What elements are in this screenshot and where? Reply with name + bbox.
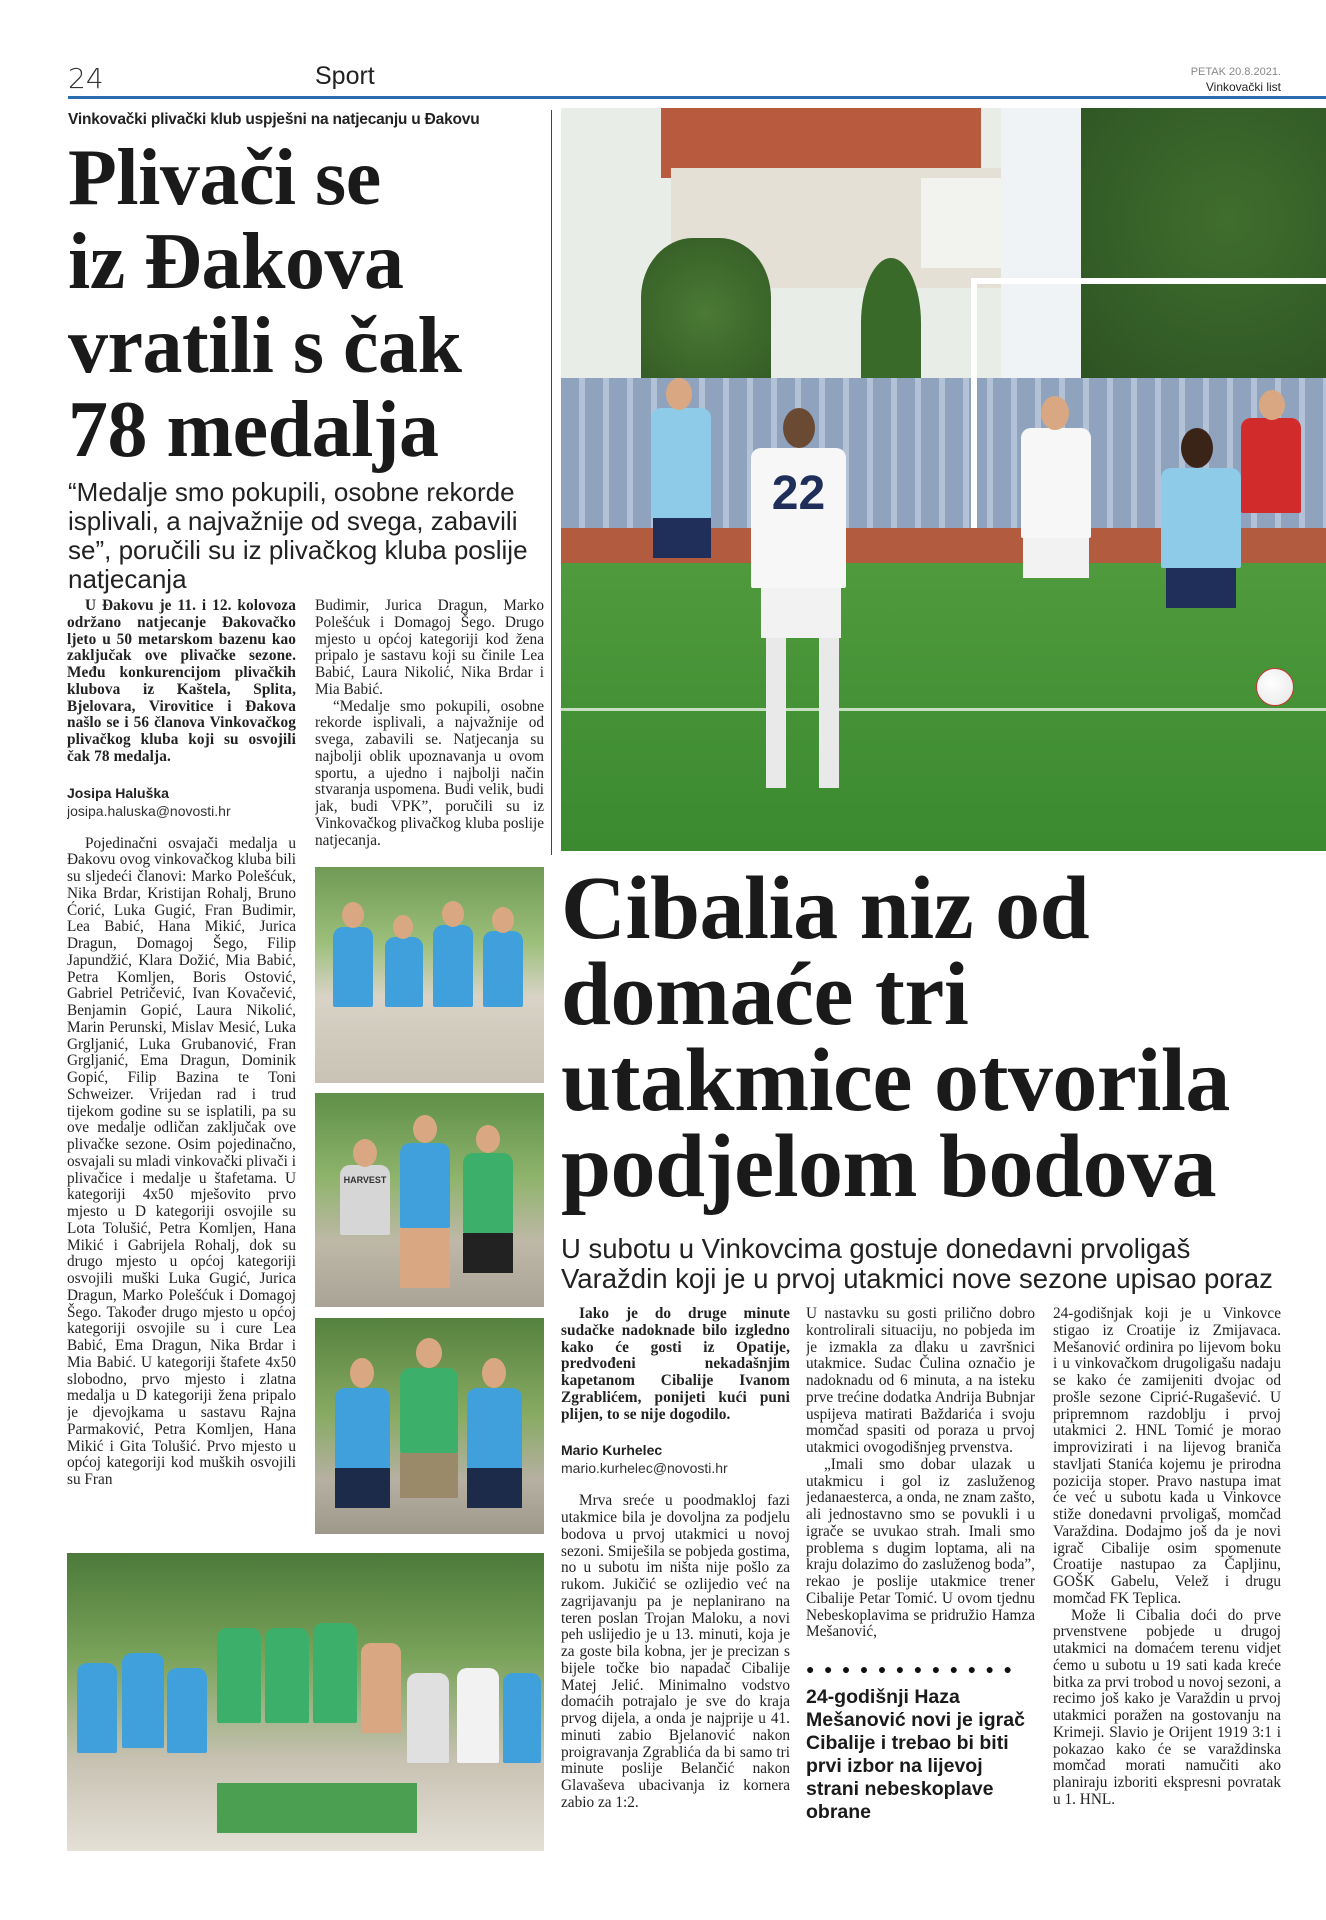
body-paragraph: Pojedinačni osvajači medalja u Đakovu ovog vinkovačkog kluba bili su sljedeći članovi: Marko Polešćuk, Nika Brdar, Kristijan Rohalj, Bruno Ćorić, Luka Gugić, Fran Budimir, Lea Babić, Hana Mikić, Jurica Dragun, Domagoj Šego, Filip Japundžić, Klara Dožić, Mia Babić, Petra Komljen, Boris Ostović, Gabriel Petričević, Ivan Kovačević, Benjamin Gopić, Laura Nikolić, Marin Perunski, Mislav Mesić, Luka Grgljanić, Luka Grubanović, Fran Grgljanić, Ema Dragun, Dominik Gopić, Filip Bazina te Toni Schweizer. Vrijedan rad i trud tijekom godine su se isplatili, pa su ove medalje odličan zaključak ove plivačke sezone. Osim pojedinačno, osvajali su mladi vinkovački plivači i plivačice i medalje u štafetama. U kategoriji 4x50 mješovito prvo mjesto u D kategoriji osvojile su Lota Tolušić, Petra Komljen, Hana Mikić i Gabrijela Rohalj, dok su drugo mjesto u općoj kategoriji osvojili muški Luka Gugić, Jurica Dragun, Marko Polešćuk i Domagoj Šego. Također drugo mjesto u općoj kategoriji osvojile su i cure Lea Babić, Ema Dragun, Nika Brdar i Mia Babić. U kategoriji štafete 4x50 slobodno, prvo mjesto i zlatna medalja u D kategoriji žena pripalo je djevojkama u sastavu Rajna Parmaković, Petra Komljen, Hana Mikić i Gita Tolušić. Prvo mjesto u općoj kategoriji kod muških osvojili su Fran <box>67 834 296 1488</box>
headline-line: vratili s čak <box>68 302 462 390</box>
author-email[interactable]: mario.kurhelec@novosti.hr <box>561 1460 728 1477</box>
swimmers-team-photo <box>67 1553 544 1851</box>
headline-line: iz Đakova <box>68 218 404 306</box>
right-article-subtitle: U subotu u Vinkovcima gostuje donedavni prvoligaš Varaždin koji je u prvoj utakmici nove sezone upisao poraz <box>561 1233 1273 1294</box>
swimmers-photo-1 <box>315 867 544 1083</box>
newspaper-name: Vinkovački list <box>1205 80 1281 94</box>
swimmers-photo-2 <box>315 1093 544 1307</box>
body-paragraph: “Medalje smo pokupili, osobne rekorde isplivali, a najvažnije od svega, zabavili se. Natjecanja su najbolji oblik upoznavanja u ovom sportu, a ujedno i najbolji način stvaranja uspomena. Budi velik, budi jak, budi VPK”, poručili su iz Vinkovačkog plivačkog kluba poslije natjecanja. <box>315 697 544 849</box>
headline-line: Cibalia niz od <box>561 859 1090 958</box>
article-lead: Iako je do druge minute sudačke nadoknade bilo izgledno kako će gosti iz Opatije, predvođeni nekadašnjim kapetanom Cibalije Ivanom Zgrablićem, ponijeti kući puni plijen, to se nije dogodilo. <box>561 1306 790 1423</box>
left-article-column-1 <box>67 598 296 1543</box>
byline <box>561 1441 790 1477</box>
left-article-column-2 <box>315 598 544 863</box>
section-title: Sport <box>315 62 375 90</box>
article-lead: U Đakovu je 11. i 12. kolovoza održano natjecanje Đakovačko ljeto u 50 metarskom bazenu kao zaključak ove plivačke sezone. Među konkurencijom plivačkih klubova iz Kaštela, Splita, Bjelovara, Virovitice i Đakova našlo se i 56 članova Vinkovačkog plivačkog kluba koji su osvojili čak 78 medalja. <box>67 598 296 765</box>
page-number: 24 <box>68 62 104 95</box>
body-paragraph: Može li Cibalia doći do prve prvenstvene pobjede u drugoj utakmici na domaćem terenu vidjet ćemo u subotu u 19 sati kada kreće bitka za prvi trobod u novoj sezoni, a recimo još kako je Varaždin u prvoj utakmici poražen na gostovanju na Krimeji. Slavio je Orijent 1919 3:1 i pokazao kako će se varaždinska momčad morati namučiti ako planiraju izboriti ekspresni povratak u 1. HNL. <box>1053 1606 1281 1808</box>
jersey-number: 22 <box>771 467 826 520</box>
headline-line: Plivači se <box>68 134 381 222</box>
issue-date: PETAK 20.8.2021. <box>1190 66 1281 78</box>
right-article-column-2 <box>806 1306 1035 1866</box>
headline-line: utakmice otvorila <box>561 1031 1230 1130</box>
body-paragraph: 24-godišnjak koji je u Vinkovce stigao iz Croatije iz Zmijavaca. Mešanović ordinira po lijevom boku i u vinkovačkom drugoligašu nadaju se kako će zamijeniti dvojac od prošle sezone Ciprić-Rugašević. U pripremnom razdoblju i prvoj utakmici 2. HNL Tomić je morao improvizirati i na lijevog braniča stavljati Stanića kojemu je prirodna pozicija stoper. Pravo nastupa imat će već u subotu kada u Vinkovce stiže donedavni prvoligaš, momčad Varaždina. Dodajmo još da je novi igrač Cibalije osim spomenute Croatije nastupao za Čapljinu, GOŠK Gabelu, Velež i drugu momčad FK Teplica. <box>1053 1306 1281 1607</box>
author-email[interactable]: josipa.haluska@novosti.hr <box>67 802 231 819</box>
body-paragraph: „Imali smo dobar ulazak u utakmicu i gol iz zasluženog jedanaesterca, a onda, ne znam zašto, ali jednostavno smo se povukli i u igrače se uvukao strah. Imali smo problema s dugim loptama, ali na kraju dolazimo do zasluženog boda”, rekao je poslije utakmice trener Cibalije Petar Tomić. U ovom tjednu Nebeskoplavima se pridružio Hamza Mešanović, <box>806 1455 1035 1641</box>
headline-line: podjelom bodova <box>561 1117 1217 1216</box>
article-subhead: 24-godišnji Haza Mešanović novi je igrač Cibalije i trebao bi biti prvi izbor na lijevoj strani nebeskoplave obrane <box>806 1685 1025 1823</box>
right-article-column-3 <box>1053 1306 1281 1856</box>
football-match-photo <box>561 108 1326 851</box>
dotted-separator: ●●●●●●●●●●●● <box>806 1663 1022 1678</box>
headline-line: 78 medalja <box>68 386 439 474</box>
header-rule <box>68 96 1326 99</box>
headline-line: domaće tri <box>561 945 969 1044</box>
swimmers-photo-3 <box>315 1318 544 1534</box>
right-article-headline <box>561 859 1326 1216</box>
author-name: Josipa Haluška <box>67 784 169 801</box>
right-article-column-1 <box>561 1306 790 1856</box>
left-article-headline <box>68 136 548 472</box>
body-paragraph: U nastavku su gosti prilično dobro kontrolirali situaciju, no pobjeda im je izmakla za dlaku u završnici utakmice. Sudac Čulina označio je nadoknadu od 6 minuta, a na isteku prve trećine dodatka Andrija Bubnjar uspijeva matirati Baždarića i svoju momčad spasiti od poraza u prvoj utakmici ovogodišnjeg prvenstva. <box>806 1306 1035 1456</box>
column-divider <box>551 110 552 855</box>
left-article-kicker: Vinkovački plivački klub uspješni na natjecanju u Đakovu <box>68 111 480 128</box>
left-article-deck: “Medalje smo pokupili, osobne rekorde isplivali, a najvažnije od svega, zabavili se”, poručili su iz plivačkog kluba poslije natjecanja <box>68 477 528 594</box>
body-paragraph: Mrva sreće u poodmakloj fazi utakmice bila je dovoljna za podjelu bodova u prvoj utakmici u novoj sezoni. Smiješila se pobjeda gostima, no u subotu im ništa nije pošlo za rukom. Jukičić se ozlijedio već na zagrijavanju pa je neplanirano na teren poslan Trojan Maloku, a novi peh uslijedio je u 13. minuti, koja je za goste bila kobna, jer je precizan s bijele točke bio napadač Cibalije Matej Jelić. Minimalno vodstvo domaćih potrajalo je sve do kraja prvog dijela, a onda je najprije u 41. minuti zabio Bjelanović nakon proigravanja Zgrablića da bi samo tri minute poslije Belančić nakon Glavaševa ubacivanja iz kornera zabio za 1:2. <box>561 1492 790 1811</box>
author-name: Mario Kurhelec <box>561 1442 663 1459</box>
byline <box>67 784 296 820</box>
body-paragraph: Budimir, Jurica Dragun, Marko Polešćuk i Domagoj Šego. Drugo mjesto u općoj kategoriji kod žena pripalo je sastavu koji su činile Lea Babić, Laura Nikolić, Nika Brdar i Mia Babić. <box>315 598 544 698</box>
shirt-print: HARVEST <box>343 1175 387 1185</box>
